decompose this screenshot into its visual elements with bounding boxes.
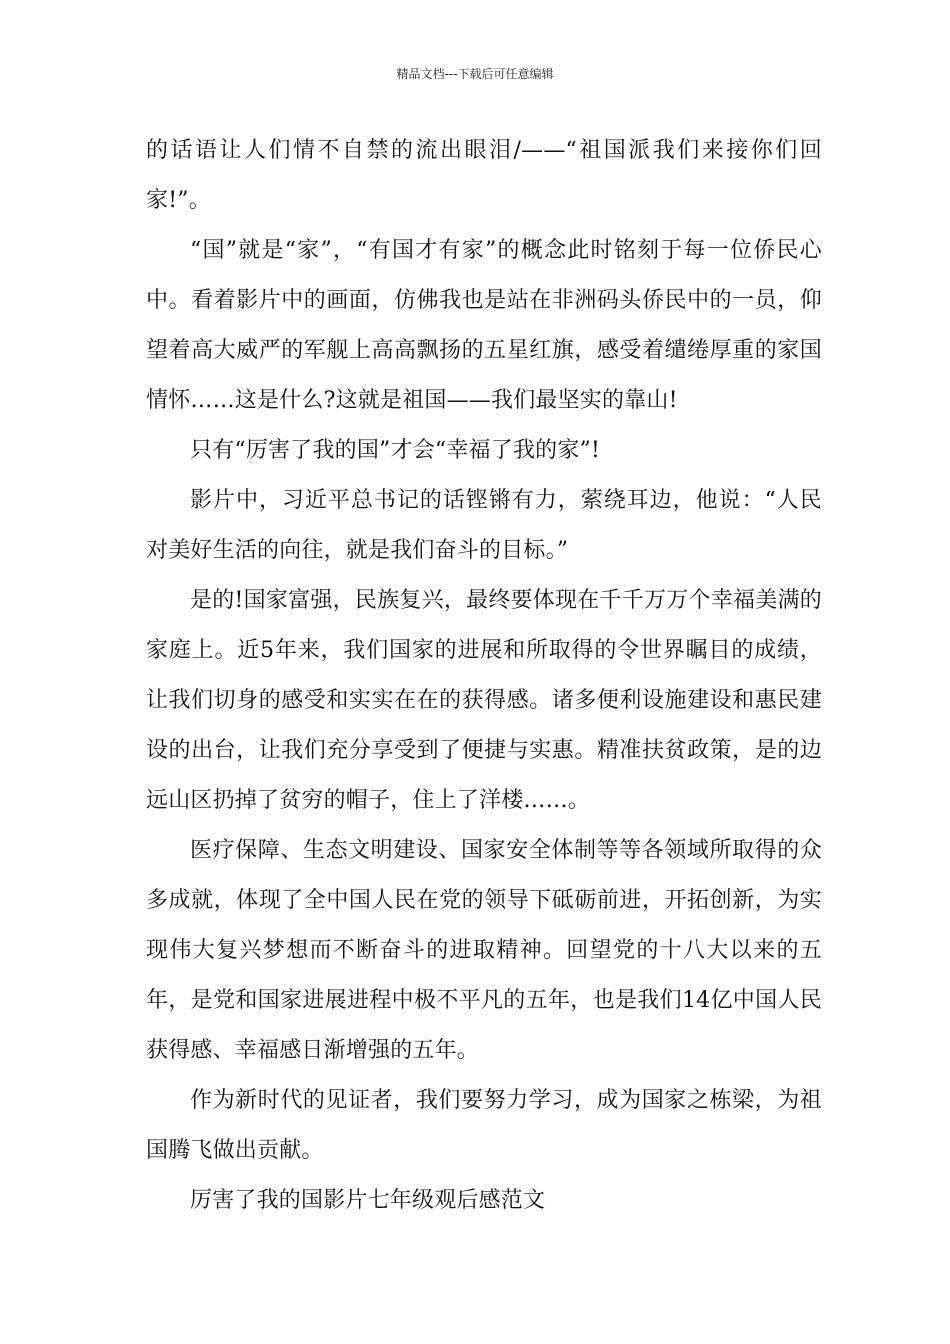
page-header: 精品文档---下载后可任意编辑 <box>396 67 554 81</box>
paragraph: “国”就是“家”，“有国才有家”的概念此时铭刻于每一位侨民心中。看着影片中的画面，仿佛我也是站在非洲码头侨民中的一员，仰望着高大威严的军舰上高高飘扬的五星红旗，感受着缱绻厚重的家国情怀……这是什么?这就是祖国——我们最坚实的靠山! <box>146 238 822 413</box>
paragraph: 医疗保障、生态文明建设、国家安全体制等等各领域所取得的众多成就，体现了全中国人民在党的领导下砥砺前进，开拓创新，为实现伟大复兴梦想而不断奋斗的进取精神。回望党的十八大以来的五年，是党和国家进展进程中极不平凡的五年，也是我们14亿中国人民获得感、幸福感日渐增强的五年。 <box>146 838 822 1063</box>
paragraph: 的话语让人们情不自禁的流出眼泪/——“祖国派我们来接你们回家!”。 <box>146 138 822 213</box>
paragraph: 影片中，习近平总书记的话铿锵有力，萦绕耳边，他说：“人民对美好生活的向往，就是我们奋斗的目标。” <box>146 488 822 563</box>
document-body <box>146 126 822 1226</box>
section-title: 厉害了我的国影片七年级观后感范文 <box>190 1188 546 1213</box>
paragraph: 是的!国家富强，民族复兴，最终要体现在千千万万个幸福美满的家庭上。近5年来，我们国家的进展和所取得的令世界瞩目的成绩，让我们切身的感受和实实在在的获得感。诸多便利设施建设和惠民建设的出台，让我们充分享受到了便捷与实惠。精准扶贫政策，是的边远山区扔掉了贫穷的帽子，住上了洋楼……。 <box>146 588 822 813</box>
paragraph: 作为新时代的见证者，我们要努力学习，成为国家之栋梁，为祖国腾飞做出贡献。 <box>146 1088 822 1163</box>
paragraph: 只有“厉害了我的国”才会“幸福了我的家”! <box>190 438 601 463</box>
